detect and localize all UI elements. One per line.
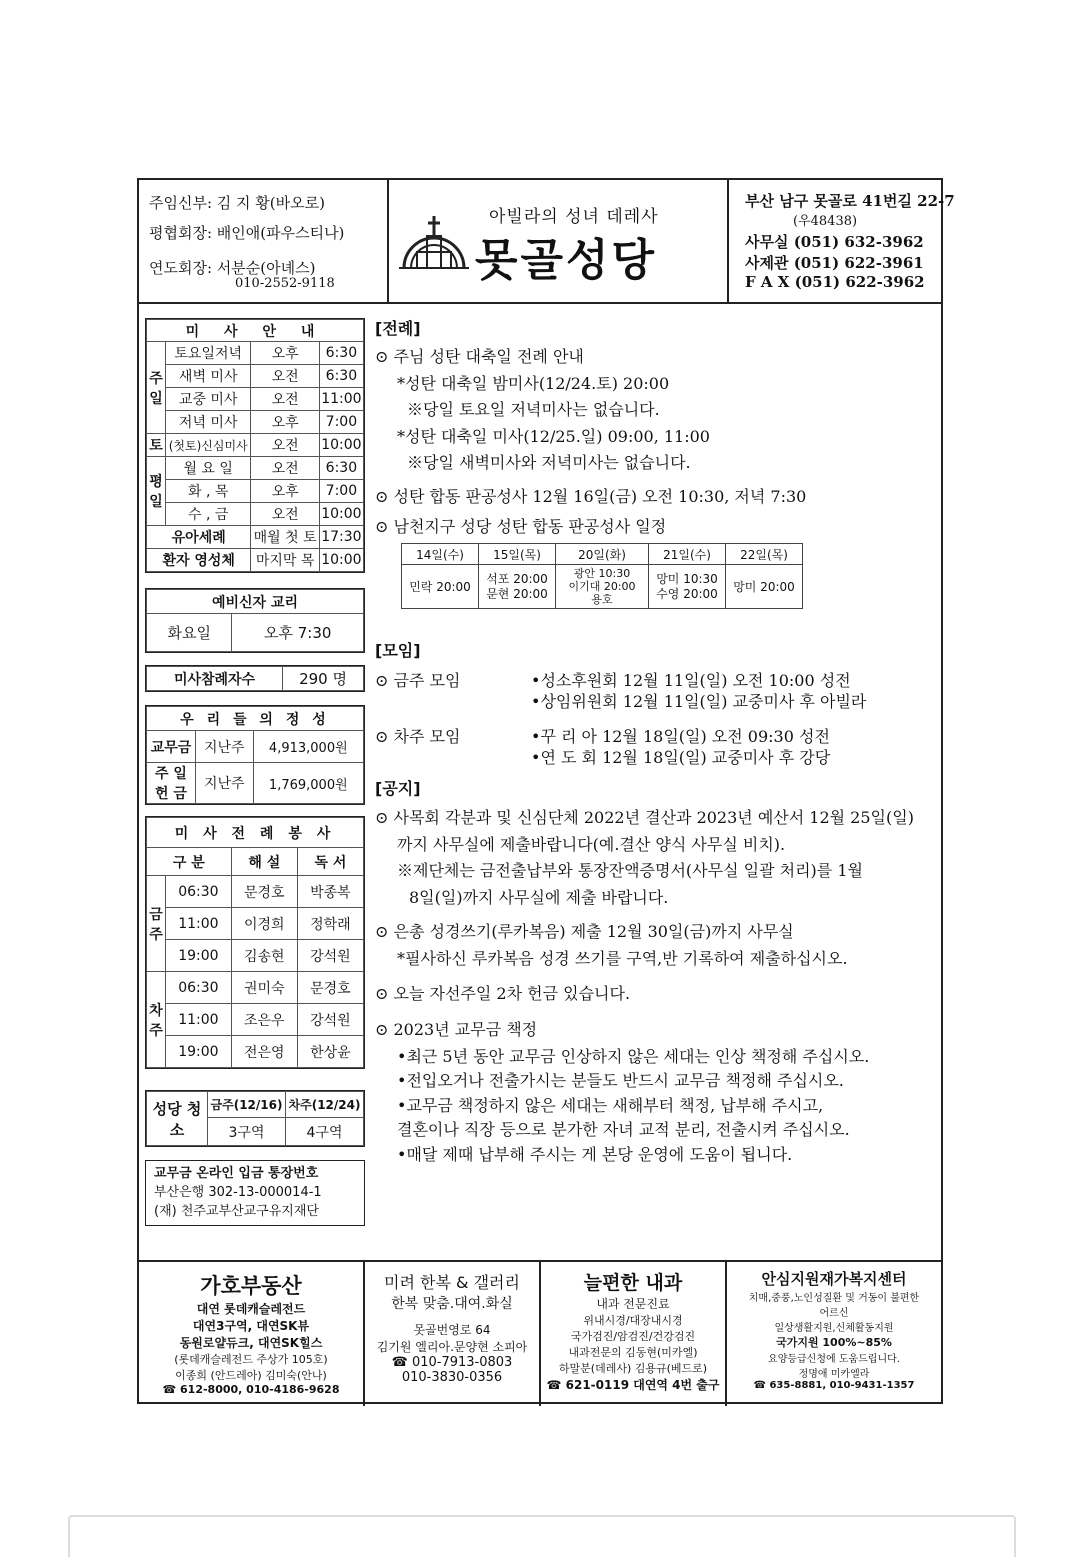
ad-clinic [541, 1262, 727, 1406]
ad-title: 안심지원재가복지센터 [761, 1270, 907, 1288]
ad-line: 요양등급신청에 도움드립니다. [768, 1354, 900, 1365]
ad-line: 못골번영로 64 [413, 1323, 491, 1337]
page-footer-panel [68, 1515, 1016, 1557]
cleaning-label: 성당 청소 [147, 1092, 208, 1146]
mass-schedule-title: 미 사 안 내 [147, 320, 364, 342]
office-phone: 사무실 (051) 632-3962 [745, 233, 924, 251]
mass-name: 교중 미사 [166, 388, 251, 411]
meeting-line: •상임위원회 12월 11일(일) 교중미사 후 아빌라 [531, 692, 867, 711]
attendance-box [145, 665, 365, 692]
church-name: 못골성당 [475, 235, 658, 286]
bank-box [145, 1160, 365, 1226]
offering-amount: 4,913,000원 [253, 731, 363, 763]
mass-schedule-box [145, 318, 365, 573]
server-name: 문경호 [231, 876, 297, 908]
cleaning-box [145, 1090, 365, 1147]
server-name: 이경희 [231, 908, 297, 940]
offering-title: 우 리 들 의 정 성 [147, 707, 364, 731]
notice-line: •매달 제때 납부해 주시는 게 본당 운영에 도움이 됩니다. [397, 1145, 793, 1164]
servers-header: 해 설 [231, 848, 297, 876]
catechumen-time: 오후 7:30 [232, 614, 364, 652]
schedule-cell: 석포 20:00 문현 20:00 [479, 565, 556, 609]
server-name: 강석원 [297, 1004, 363, 1036]
servers-title: 미 사 전 례 봉 사 [147, 818, 364, 848]
mass-ampm: 오전 [251, 365, 319, 388]
servers-header: 구 분 [147, 848, 232, 876]
server-time: 19:00 [166, 1036, 232, 1068]
server-name: 박종복 [297, 876, 363, 908]
council-line: 평협회장: 배인애(파우스티나) [149, 224, 345, 242]
ad-title: 늘편한 내과 [583, 1272, 683, 1294]
schedule-cell: 망미 10:30 수영 20:00 [649, 565, 726, 609]
server-name: 조은우 [231, 1004, 297, 1036]
baptism-time: 17:30 [319, 526, 363, 549]
advertisements [139, 1260, 941, 1406]
mass-name: 월 요 일 [166, 457, 251, 480]
liturgy-line: ⊙ 남천지구 성당 성탄 합동 판공성사 일정 [375, 517, 667, 536]
cleaning-this-value: 3구역 [208, 1118, 286, 1146]
server-name: 한상윤 [297, 1036, 363, 1068]
server-name: 전은영 [231, 1036, 297, 1068]
ad-line: 010-3830-0356 [401, 1370, 503, 1385]
liturgy-line: *성탄 대축일 미사(12/25.일) 09:00, 11:00 [397, 427, 710, 446]
legion-line: 연도회장: 서분순(아녜스) [149, 259, 316, 277]
this-week-label: 금주 [147, 876, 166, 972]
server-time: 06:30 [166, 876, 232, 908]
server-time: 11:00 [166, 1004, 232, 1036]
notice-line: •최근 5년 동안 교무금 인상하지 않은 세대는 인상 책정해 주십시오. [397, 1047, 870, 1066]
ad-line: 대연3구역, 대연SK뷰 [192, 1319, 310, 1333]
ad-line: ☎ 612-8000, 010-4186-9628 [162, 1383, 340, 1396]
mass-name: 저녁 미사 [166, 411, 251, 434]
mass-time: 11:00 [319, 388, 363, 411]
bank-title: 교무금 온라인 입금 통장번호 [154, 1166, 319, 1181]
meeting-line: •연 도 회 12월 18일(일) 교중미사 후 강당 [531, 748, 831, 767]
server-time: 19:00 [166, 940, 232, 972]
notice-line: •전입오거나 전출가시는 분들도 반드시 교무금 책정해 주십시오. [397, 1071, 844, 1090]
offering-label: 주 일 헌 금 [147, 763, 196, 804]
notice-line: *필사하신 루카복음 성경 쓰기를 구역,반 기록하여 제출하십시오. [397, 949, 848, 968]
mass-ampm: 오후 [251, 480, 319, 503]
ad-line: 일상생활지원,신체활동지원 [774, 1323, 894, 1334]
mass-time: 7:00 [319, 411, 363, 434]
bank-holder: (재) 천주교부산교구유지재단 [154, 1204, 319, 1219]
ad-welfare-center [727, 1262, 941, 1406]
mass-time: 6:30 [319, 457, 363, 480]
offering-period: 지난주 [196, 763, 254, 804]
church-address: 부산 남구 못골로 41번길 22-7 [745, 192, 955, 210]
notice-line: 결혼이나 직장 등으로 분가한 자녀 교적 분리, 전출시켜 주십시오. [397, 1120, 850, 1139]
ad-line: 이종희 (안드레아) 김미숙(안나) [175, 1369, 327, 1382]
offering-amount: 1,769,000원 [253, 763, 363, 804]
meeting-line: ⊙ 차주 모임 [375, 727, 461, 746]
bank-account: 부산은행 302-13-000014-1 [154, 1185, 322, 1200]
mass-name: 화 , 목 [166, 480, 251, 503]
server-time: 06:30 [166, 972, 232, 1004]
mass-ampm: 오전 [251, 457, 319, 480]
schedule-cell: 망미 20:00 [726, 565, 803, 609]
meeting-heading: [모임] [375, 641, 421, 660]
ad-line: 대연 롯데캐슬레전드 [196, 1302, 306, 1316]
ad-line: 국가검진/암검진/건강검진 [570, 1330, 696, 1343]
mass-servers-box [145, 816, 365, 1069]
ad-line [365, 1313, 539, 1321]
church-title-block [387, 180, 729, 302]
schedule-day: 22일(목) [726, 544, 803, 565]
attendance-label: 미사참례자수 [147, 667, 283, 691]
notice-line: ⊙ 오늘 자선주일 2차 헌금 있습니다. [375, 984, 631, 1003]
mass-ampm: 오후 [251, 411, 319, 434]
liturgy-line: ※당일 토요일 저녁미사는 없습니다. [407, 400, 660, 419]
server-name: 강석원 [297, 940, 363, 972]
ad-line: ☎ 010-7913-0803 [391, 1355, 513, 1370]
mass-ampm: 오전 [251, 434, 319, 457]
offering-box [145, 705, 365, 805]
mass-time: 10:00 [319, 503, 363, 526]
meeting-line: •성소후원회 12월 11일(일) 오전 10:00 성전 [531, 671, 851, 690]
notice-line: 8일(일)까지 사무실에 제출 바랍니다. [409, 888, 669, 907]
mass-time: 6:30 [319, 365, 363, 388]
catechumen-box [145, 588, 365, 653]
ad-hanbok [365, 1262, 541, 1406]
ad-line: 하말분(데레사) 김용규(베드로) [558, 1362, 708, 1375]
catechumen-day: 화요일 [147, 614, 232, 652]
ad-line: (롯데캐슬레전드 주상가 105호) [174, 1353, 328, 1366]
mass-time: 6:30 [319, 342, 363, 365]
notice-line: ※제단체는 금전출납부와 통장잔액증명서(사무실 일괄 처리)를 1월 [397, 861, 863, 880]
next-week-label: 차주 [147, 972, 166, 1068]
server-name: 권미숙 [231, 972, 297, 1004]
mass-name: 수 , 금 [166, 503, 251, 526]
church-zip: (우48438) [793, 214, 858, 229]
baptism-label: 유아세례 [147, 526, 251, 549]
church-logo-icon [399, 212, 469, 272]
saturday-label: 토 [147, 434, 166, 457]
notice-heading: [공지] [375, 779, 421, 798]
ad-title: 가호부동산 [200, 1274, 302, 1298]
cleaning-next-header: 차주(12/24) [286, 1092, 364, 1118]
ad-line: 치매,중풍,노인성질환 및 거동이 불편한 [748, 1293, 920, 1304]
liturgy-line: *성탄 대축일 밤미사(12/24.토) 20:00 [397, 374, 670, 393]
ad-line: 동원로얄듀크, 대연SK힐스 [179, 1336, 323, 1350]
server-name: 김송현 [231, 940, 297, 972]
mass-name: 새벽 미사 [166, 365, 251, 388]
ad-line: 정명애 미카엘라 [798, 1369, 870, 1380]
notice-line: •교무금 책정하지 않은 세대는 새해부터 책정, 납부해 주시고, [397, 1096, 824, 1115]
mass-time: 7:00 [319, 480, 363, 503]
catechumen-title: 예비신자 교리 [147, 590, 364, 614]
bulletin-header [139, 180, 955, 304]
mass-name: 토요일저녁 [166, 342, 251, 365]
sunday-label: 주일 [147, 342, 166, 434]
ad-line: 국가지원 100%~85% [776, 1336, 892, 1349]
fax-number: F A X (051) 622-3962 [745, 273, 925, 291]
mass-ampm: 오전 [251, 503, 319, 526]
ad-line: ☎ 635-8881, 010-9431-1357 [753, 1380, 915, 1391]
meeting-line: ⊙ 금주 모임 [375, 671, 461, 690]
mass-name: (첫토)신심미사 [166, 434, 251, 457]
schedule-day: 14일(수) [402, 544, 479, 565]
liturgy-line: ※당일 새벽미사와 저녁미사는 없습니다. [407, 453, 691, 472]
rectory-phone: 사제관 (051) 622-3961 [745, 254, 924, 272]
schedule-day: 21일(수) [649, 544, 726, 565]
ad-line: ☎ 621-0119 대연역 4번 출구 [546, 1378, 720, 1392]
baptism-when: 매월 첫 토 [251, 526, 319, 549]
ad-line: 한복 맞춤.대여.화실 [391, 1296, 513, 1312]
ad-line: 위내시경/대장내시경 [583, 1314, 683, 1327]
notice-line: ⊙ 2023년 교무금 책정 [375, 1020, 538, 1039]
ad-line: 내과 전문진료 [596, 1297, 670, 1311]
notice-line: 까지 사무실에 제출바랍니다(예.결산 양식 사무실 비치). [397, 835, 786, 854]
confession-schedule-table [401, 543, 803, 609]
offering-label: 교무금 [147, 731, 196, 763]
pastor-line: 주임신부: 김 지 황(바오로) [149, 194, 325, 212]
schedule-day: 20일(화) [556, 544, 649, 565]
mass-time: 10:00 [319, 434, 363, 457]
sick-communion-when: 마지막 목 [251, 549, 319, 572]
server-name: 문경호 [297, 972, 363, 1004]
ad-line: 김기원 엘리아.문양현 소피아 [376, 1340, 528, 1354]
mass-schedule-table [146, 319, 364, 572]
schedule-day: 15일(목) [479, 544, 556, 565]
liturgy-line: ⊙ 주님 성탄 대축일 전례 안내 [375, 347, 584, 366]
notice-line: ⊙ 사목회 각분과 및 신심단체 2022년 결산과 2023년 예산서 12월 25일(일) [375, 808, 914, 827]
ad-line: 어르신 [819, 1308, 849, 1319]
attendance-value: 290 명 [283, 667, 364, 691]
legion-phone: 010-2552-9118 [235, 276, 335, 291]
notice-line: ⊙ 은총 성경쓰기(루카복음) 제출 12월 30일(금)까지 사무실 [375, 922, 794, 941]
church-subtitle: 아빌라의 성녀 데레사 [489, 207, 659, 227]
schedule-cell: 민락 20:00 [402, 565, 479, 609]
weekday-label: 평일 [147, 457, 166, 526]
server-name: 정학래 [297, 908, 363, 940]
servers-header: 독 서 [297, 848, 363, 876]
meeting-line: •꾸 리 아 12월 18일(일) 오전 09:30 성전 [531, 727, 830, 746]
mass-ampm: 오전 [251, 388, 319, 411]
liturgy-heading: [전례] [375, 319, 421, 338]
server-time: 11:00 [166, 908, 232, 940]
ad-real-estate [139, 1262, 365, 1406]
ad-line: 내과전문의 김동현(미카엘) [568, 1346, 698, 1359]
ad-title: 미려 한복 & 갤러리 [384, 1273, 520, 1292]
cleaning-next-value: 4구역 [286, 1118, 364, 1146]
mass-ampm: 오후 [251, 342, 319, 365]
schedule-cell: 광안 10:30 이기대 20:00 용호 [556, 565, 649, 609]
cleaning-this-header: 금주(12/16) [208, 1092, 286, 1118]
offering-period: 지난주 [196, 731, 254, 763]
sick-communion-time: 10:00 [319, 549, 363, 572]
liturgy-line: ⊙ 성탄 합동 판공성사 12월 16일(금) 오전 10:30, 저녁 7:30 [375, 487, 807, 506]
bulletin-sheet [137, 178, 955, 1404]
sick-communion-label: 환자 영성체 [147, 549, 251, 572]
